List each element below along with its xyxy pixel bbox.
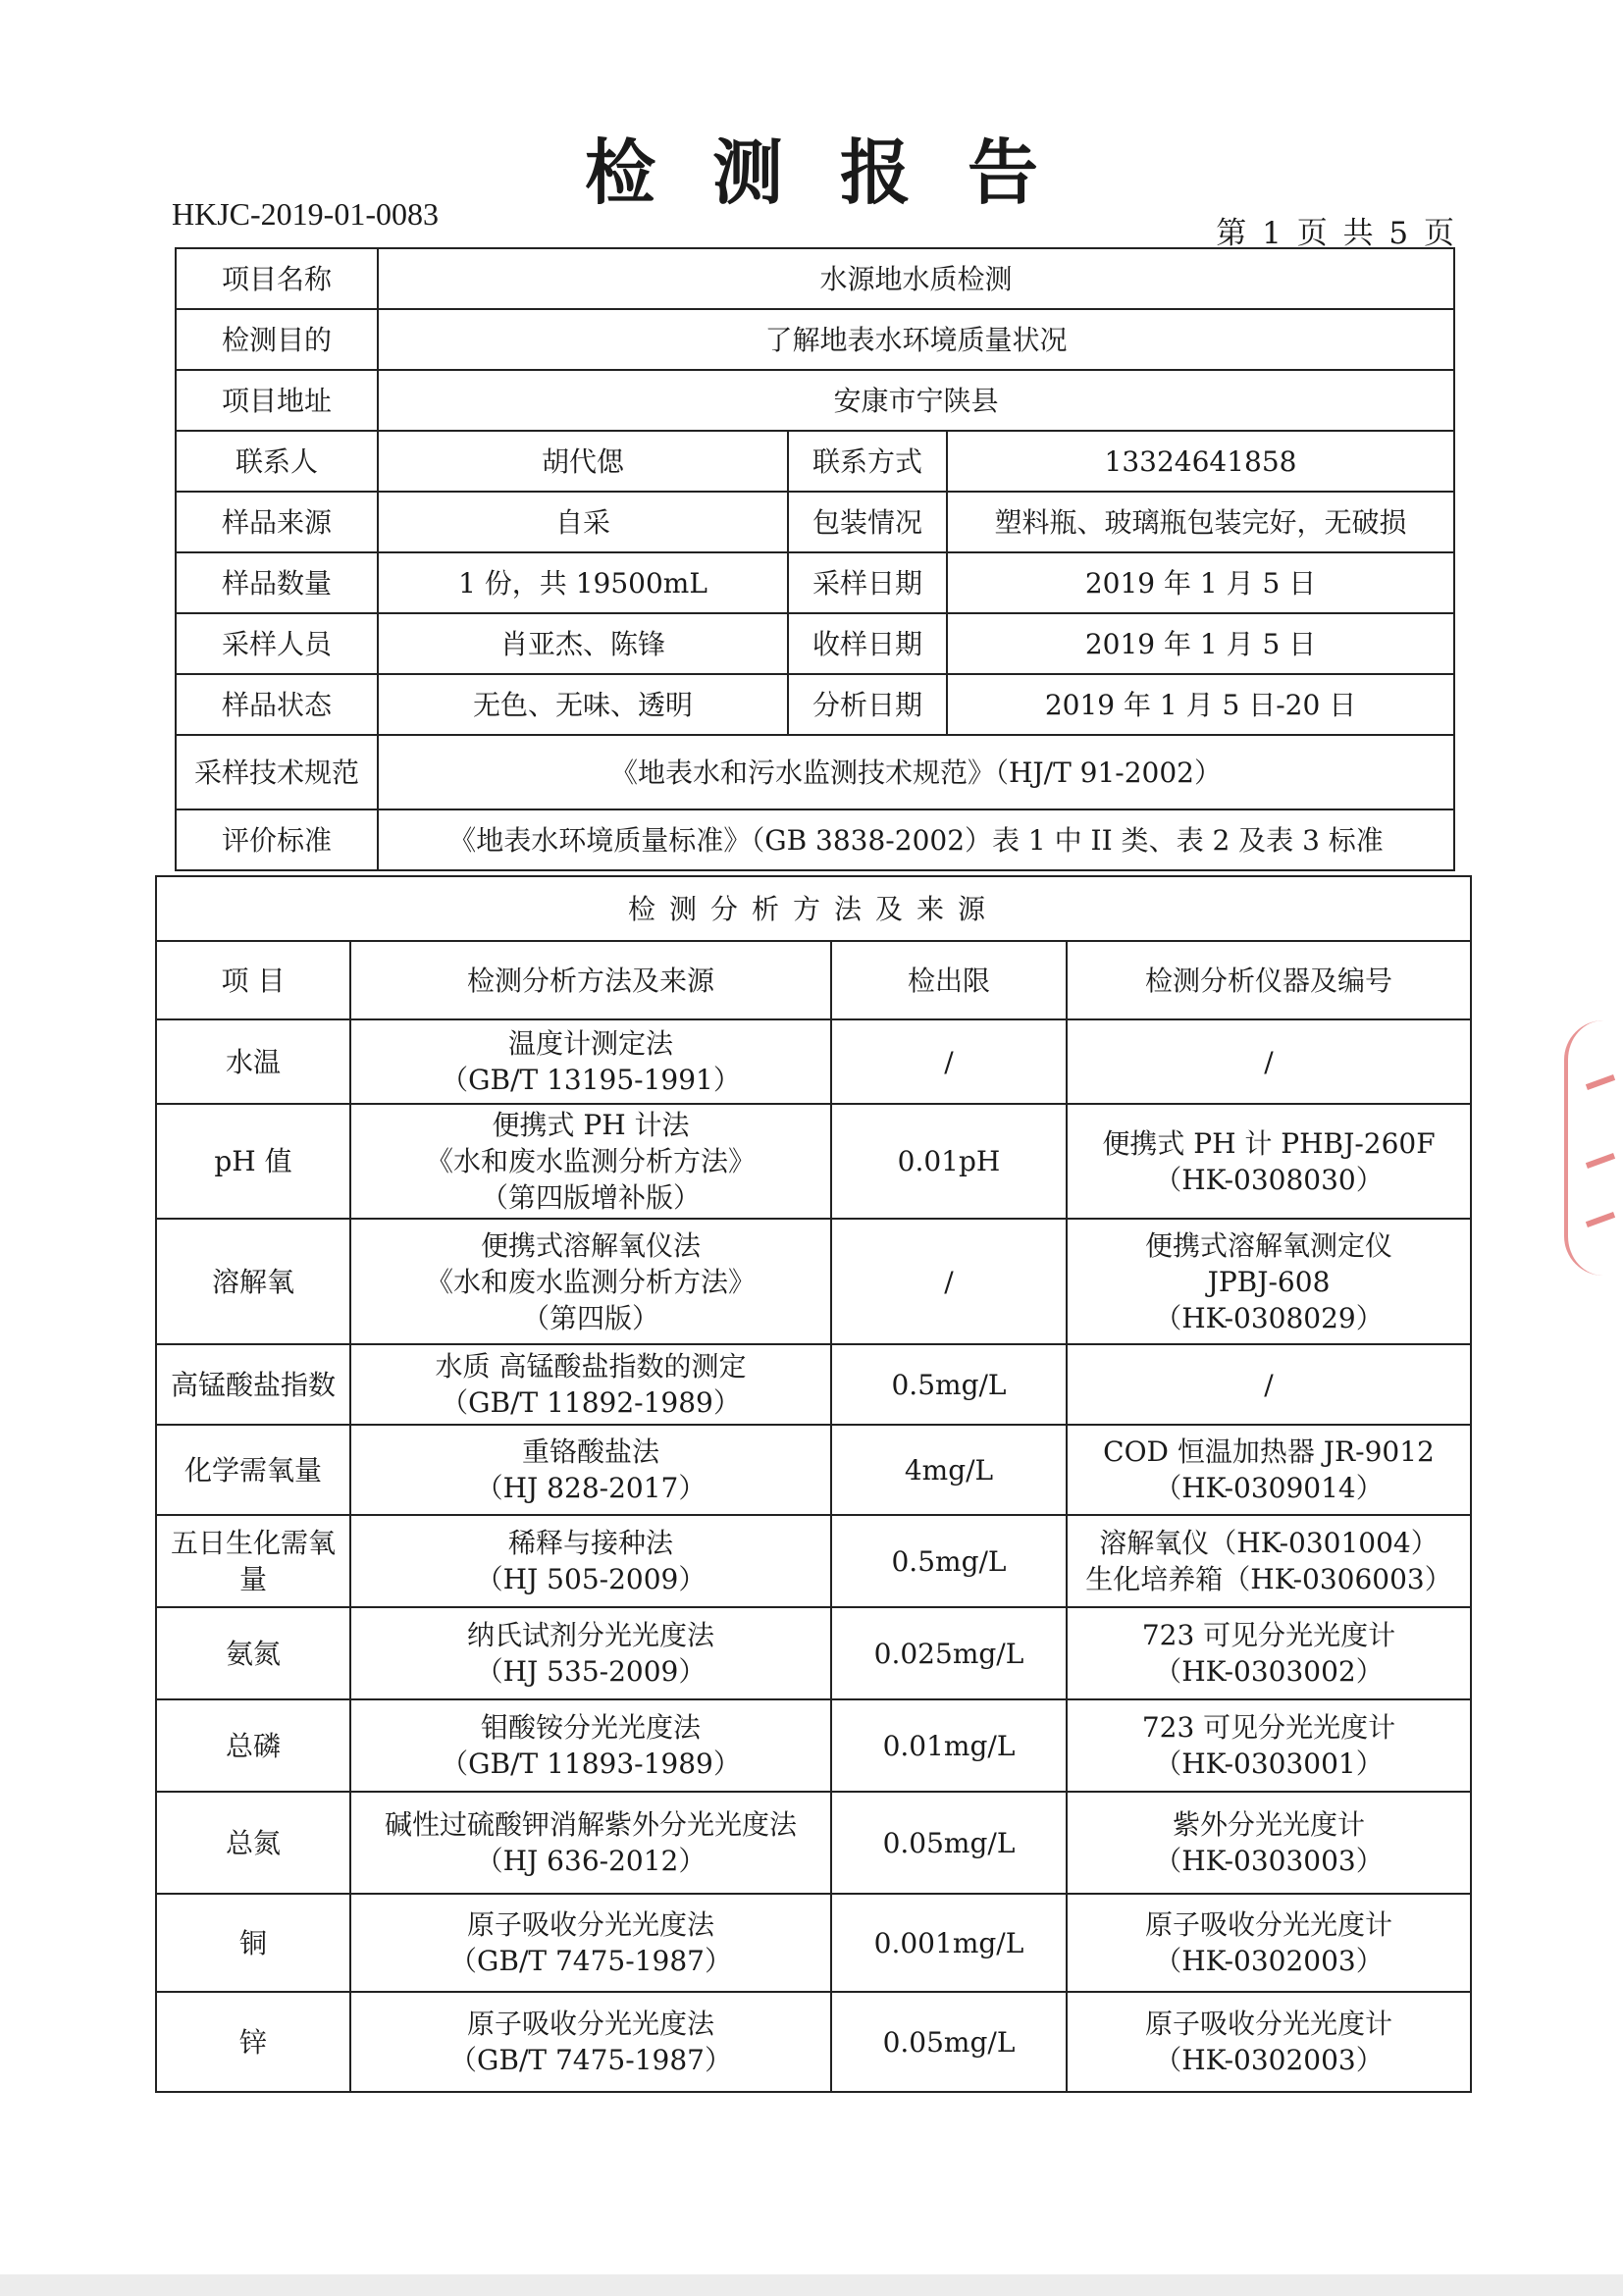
cell-limit: /: [831, 1019, 1067, 1104]
cell-instrument: COD 恒温加热器 JR-9012 （HK-0309014）: [1067, 1425, 1471, 1515]
scan-edge: [0, 2274, 1623, 2296]
cell-method: 碱性过硫酸钾消解紫外分光光度法 （HJ 636-2012）: [350, 1792, 831, 1894]
cell-limit: 0.5mg/L: [831, 1515, 1067, 1607]
page-info: 第 1 页 共 5 页: [1216, 216, 1454, 251]
cell-method: 水质 高锰酸盐指数的测定 （GB/T 11892-1989）: [350, 1344, 831, 1425]
table-row: [156, 1219, 1471, 1344]
cell-instrument: /: [1067, 1019, 1471, 1104]
address-value: 安康市宁陕县: [378, 370, 1454, 431]
table-row: [156, 1425, 1471, 1515]
cell-method: 便携式 PH 计法 《水和废水监测分析方法》 （第四版增补版）: [350, 1104, 831, 1219]
analysis-date-label: 分析日期: [788, 674, 947, 735]
project-name-value: 水源地水质检测: [378, 248, 1454, 309]
cell-item: 化学需氧量: [156, 1425, 350, 1515]
cell-method: 稀释与接种法 （HJ 505-2009）: [350, 1515, 831, 1607]
spec-label: 采样技术规范: [176, 735, 378, 809]
cell-limit: 0.01mg/L: [831, 1699, 1067, 1792]
package-label: 包装情况: [788, 492, 947, 552]
cell-method: 原子吸收分光光度法 （GB/T 7475-1987）: [350, 1894, 831, 1992]
cell-item: 水温: [156, 1019, 350, 1104]
table-row: [156, 1607, 1471, 1699]
report-number: HKJC-2019-01-0083: [172, 196, 439, 232]
cell-instrument: 便携式溶解氧测定仪 JPBJ-608 （HK-0308029）: [1067, 1219, 1471, 1344]
sampling-date-label: 采样日期: [788, 552, 947, 613]
cell-limit: 0.5mg/L: [831, 1344, 1067, 1425]
source-label: 样品来源: [176, 492, 378, 552]
methods-section-title: 检测分析方法及来源: [156, 876, 1471, 941]
cell-item: 高锰酸盐指数: [156, 1344, 350, 1425]
spec-value: 《地表水和污水监测技术规范》（HJ/T 91-2002）: [378, 735, 1454, 809]
cell-method: 温度计测定法 （GB/T 13195-1991）: [350, 1019, 831, 1104]
cell-method: 便携式溶解氧仪法 《水和废水监测分析方法》 （第四版）: [350, 1219, 831, 1344]
source-value: 自采: [378, 492, 788, 552]
methods-table: [155, 875, 1472, 2093]
header-item: 项 目: [156, 941, 350, 1019]
phone-value: 13324641858: [947, 431, 1454, 492]
project-name-label: 项目名称: [176, 248, 378, 309]
cell-method: 钼酸铵分光光度法 （GB/T 11893-1989）: [350, 1699, 831, 1792]
cell-instrument: 溶解氧仪（HK-0301004） 生化培养箱（HK-0306003）: [1067, 1515, 1471, 1607]
cell-instrument: 紫外分光光度计 （HK-0303003）: [1067, 1792, 1471, 1894]
cell-item: 五日生化需氧量: [156, 1515, 350, 1607]
standard-value: 《地表水环境质量标准》（GB 3838-2002）表 1 中 II 类、表 2 及表 3 标准: [378, 809, 1454, 870]
contact-label: 联系人: [176, 431, 378, 492]
cell-item: 氨氮: [156, 1607, 350, 1699]
sampler-label: 采样人员: [176, 613, 378, 674]
sampling-date-value: 2019 年 1 月 5 日: [947, 552, 1454, 613]
cell-method: 原子吸收分光光度法 （GB/T 7475-1987）: [350, 1992, 831, 2092]
analysis-date-value: 2019 年 1 月 5 日-20 日: [947, 674, 1454, 735]
table-row: [156, 1104, 1471, 1219]
cell-instrument: 原子吸收分光光度计 （HK-0302003）: [1067, 1894, 1471, 1992]
cell-item: 总磷: [156, 1699, 350, 1792]
sampler-value: 肖亚杰、陈锋: [378, 613, 788, 674]
purpose-label: 检测目的: [176, 309, 378, 370]
cell-instrument: 原子吸收分光光度计 （HK-0302003）: [1067, 1992, 1471, 2092]
receive-date-label: 收样日期: [788, 613, 947, 674]
header-limit: 检出限: [831, 941, 1067, 1019]
cell-item: 铜: [156, 1894, 350, 1992]
cell-instrument: /: [1067, 1344, 1471, 1425]
address-label: 项目地址: [176, 370, 378, 431]
purpose-value: 了解地表水环境质量状况: [378, 309, 1454, 370]
state-label: 样品状态: [176, 674, 378, 735]
method-rows: [156, 1019, 1471, 2092]
quantity-label: 样品数量: [176, 552, 378, 613]
cell-instrument: 723 可见分光光度计 （HK-0303001）: [1067, 1699, 1471, 1792]
cell-item: 溶解氧: [156, 1219, 350, 1344]
header-instrument: 检测分析仪器及编号: [1067, 941, 1471, 1019]
table-row: [156, 1019, 1471, 1104]
contact-value: 胡代偲: [378, 431, 788, 492]
cell-limit: 4mg/L: [831, 1425, 1067, 1515]
cell-item: 锌: [156, 1992, 350, 2092]
cell-limit: /: [831, 1219, 1067, 1344]
cell-limit: 0.001mg/L: [831, 1894, 1067, 1992]
cell-item: 总氮: [156, 1792, 350, 1894]
phone-label: 联系方式: [788, 431, 947, 492]
table-row: [156, 1344, 1471, 1425]
seal-stamp: [1564, 1020, 1623, 1276]
table-row: [156, 1894, 1471, 1992]
cell-instrument: 723 可见分光光度计 （HK-0303002）: [1067, 1607, 1471, 1699]
cell-limit: 0.025mg/L: [831, 1607, 1067, 1699]
quantity-value: 1 份，共 19500mL: [378, 552, 788, 613]
cell-instrument: 便携式 PH 计 PHBJ-260F （HK-0308030）: [1067, 1104, 1471, 1219]
cell-limit: 0.05mg/L: [831, 1792, 1067, 1894]
cell-method: 重铬酸盐法 （HJ 828-2017）: [350, 1425, 831, 1515]
state-value: 无色、无味、透明: [378, 674, 788, 735]
header-method: 检测分析方法及来源: [350, 941, 831, 1019]
table-row: [156, 1699, 1471, 1792]
table-row: [156, 1515, 1471, 1607]
info-table: [175, 247, 1455, 871]
cell-limit: 0.01pH: [831, 1104, 1067, 1219]
cell-limit: 0.05mg/L: [831, 1992, 1067, 2092]
report-title: 检测报告: [584, 131, 1095, 214]
table-row: [156, 1792, 1471, 1894]
table-row: [156, 1992, 1471, 2092]
receive-date-value: 2019 年 1 月 5 日: [947, 613, 1454, 674]
package-value: 塑料瓶、玻璃瓶包装完好，无破损: [947, 492, 1454, 552]
cell-item: pH 值: [156, 1104, 350, 1219]
standard-label: 评价标准: [176, 809, 378, 870]
cell-method: 纳氏试剂分光光度法 （HJ 535-2009）: [350, 1607, 831, 1699]
